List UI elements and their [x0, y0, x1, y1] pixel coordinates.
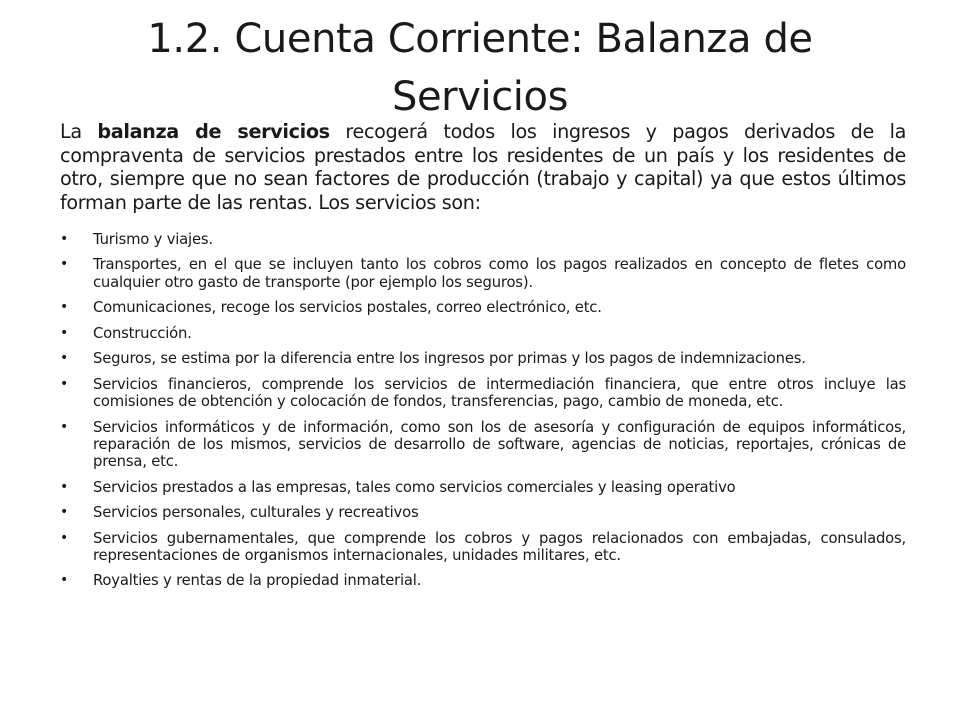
list-item-communications [60, 299, 906, 316]
list-item-text: Servicios informáticos y de información, como son los de asesoría y configuración de equipos informáticos, reparación de los mismos, servicios de desarrollo de software, agencias de noticias, reportajes, crónicas de prensa, etc. [93, 418, 906, 471]
list-item-personal-services [60, 504, 906, 521]
bullet-icon: • [60, 572, 69, 589]
bullet-icon: • [60, 478, 69, 495]
slide-title: 1.2. Cuenta Corriente: Balanza de Servicios [147, 16, 813, 120]
list-item-text: Royalties y rentas de la propiedad inmaterial. [93, 572, 422, 590]
list-item-transport [60, 256, 906, 291]
bullet-icon: • [60, 231, 69, 247]
bullet-icon: • [60, 529, 69, 546]
intro-text-after: recogerá todos los ingresos y pagos derivados de la compraventa de servicios prestados entre los residentes de un país y los residentes de otro, siempre que no sean factores de producción (trabajo y capital) ya que estos últimos forman parte de las rentas. Los servicios son: [60, 120, 906, 214]
bullet-icon: • [60, 418, 69, 435]
list-item-business-services [60, 479, 906, 496]
list-item-tourism [60, 231, 906, 248]
list-item-text: Servicios gubernamentales, que comprende los cobros y pagos relacionados con embajadas, consulados, representaciones de organismos internacionales, unidades militares, etc. [93, 529, 906, 564]
list-item-text: Servicios personales, culturales y recreativos [93, 504, 419, 522]
list-item-text: Comunicaciones, recoge los servicios postales, correo electrónico, etc. [93, 299, 602, 317]
bullet-icon: • [60, 350, 69, 367]
list-item-financial-services [60, 376, 906, 411]
bullet-icon: • [60, 299, 69, 316]
intro-bold-term: balanza de servicios [97, 120, 330, 143]
list-item-construction [60, 325, 906, 342]
list-item-insurance [60, 350, 906, 367]
bullet-icon: • [60, 375, 69, 392]
list-item-text: Turismo y viajes. [93, 231, 213, 248]
list-item-it-services [60, 419, 906, 471]
bullet-icon: • [60, 256, 69, 273]
list-item-text: Servicios financieros, comprende los servicios de intermediación financiera, que entre otros incluye las comisiones de obtención y colocación de fondos, transferencias, pago, cambio de moneda, etc. [93, 375, 906, 411]
list-item-text: Seguros, se estima por la diferencia entre los ingresos por primas y los pagos de indemnizaciones. [93, 350, 806, 368]
intro-text-before: La [60, 120, 98, 143]
list-item-government-services [60, 530, 906, 565]
list-item-text: Construcción. [93, 324, 192, 342]
intro-paragraph [60, 120, 906, 214]
list-item-text: Transportes, en el que se incluyen tanto los cobros como los pagos realizados en concepto de fletes como cualquier otro gasto de transporte (por ejemplo los seguros). [93, 256, 906, 291]
bullet-icon: • [60, 324, 69, 341]
list-item-text: Servicios prestados a las empresas, tales como servicios comerciales y leasing operativo [93, 478, 736, 496]
bullet-icon: • [60, 504, 69, 521]
services-list [60, 231, 906, 598]
list-item-royalties [60, 572, 906, 589]
